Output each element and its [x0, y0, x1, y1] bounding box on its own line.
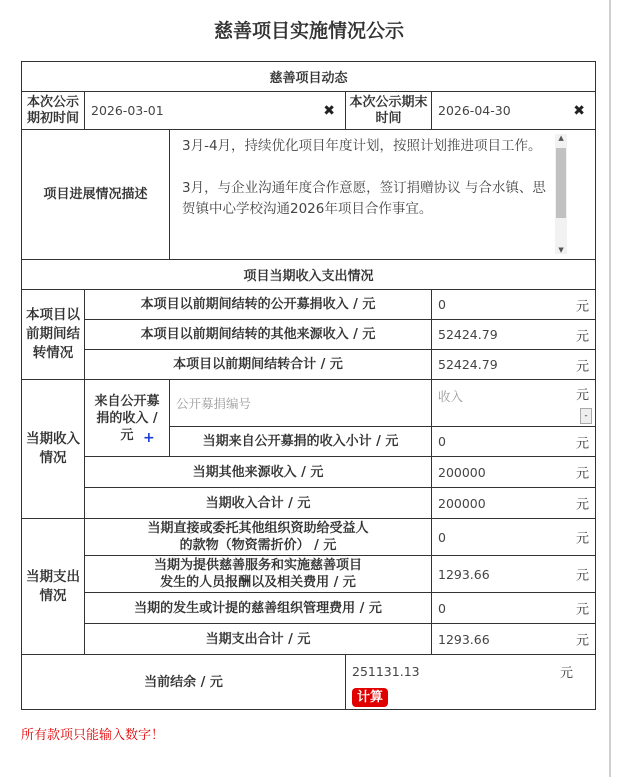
unit-label: 元 — [576, 633, 590, 649]
expense-direct-label-line2: 的款物（物资需折价） / 元 — [179, 538, 337, 553]
carryover-other-value: 52424.79 — [438, 327, 498, 342]
carryover-other-label: 本项目以前期间结转的其他来源收入 / 元 — [85, 320, 432, 350]
expense-total-value: 1293.66 — [438, 631, 490, 647]
unit-label: 元 — [560, 666, 574, 681]
expense-service-label-line2: 发生的人员报酬以及相关费用 / 元 — [160, 575, 356, 590]
clear-end-date-icon[interactable]: ✖ — [573, 102, 586, 119]
public-income-sub-label — [85, 380, 170, 457]
progress-label: 项目进展情况描述 — [22, 130, 170, 260]
carryover-other-field[interactable] — [432, 320, 596, 350]
income-total-field[interactable] — [432, 488, 596, 519]
disclosure-table — [21, 61, 596, 710]
unit-label: 元 — [576, 531, 590, 547]
expense-service-value: 1293.66 — [438, 566, 490, 582]
period-end-value: 2026-04-30 — [438, 103, 511, 118]
numeric-only-note: 所有款项只能输入数字！ — [21, 728, 165, 743]
public-income-subtotal-label: 当期来自公开募捐的收入小计 / 元 — [170, 427, 432, 457]
section-finance-header: 项目当期收入支出情况 — [22, 260, 596, 290]
public-income-amount-input[interactable] — [432, 380, 596, 427]
progress-textarea[interactable] — [170, 130, 596, 260]
other-income-field[interactable] — [432, 457, 596, 488]
period-start-field[interactable] — [85, 92, 346, 130]
section-dynamics-header: 慈善项目动态 — [22, 62, 596, 92]
expense-direct-label — [85, 519, 432, 556]
public-income-subtotal-value: 0 — [438, 434, 446, 449]
public-income-amount-placeholder: 收入 — [438, 389, 464, 404]
period-start-value: 2026-03-01 — [91, 103, 164, 118]
other-income-value: 200000 — [438, 464, 486, 480]
scroll-down-arrow-icon[interactable]: ▼ — [558, 246, 564, 254]
unit-label: 元 — [576, 568, 590, 584]
public-income-subtotal-field[interactable] — [432, 427, 596, 457]
balance-label: 当前结余 / 元 — [22, 655, 346, 710]
page-right-border — [609, 0, 611, 777]
expense-total-label: 当期支出合计 / 元 — [85, 624, 432, 655]
remove-row-icon[interactable]: - — [580, 408, 592, 424]
unit-label: 元 — [576, 329, 590, 344]
scroll-up-arrow-icon[interactable]: ▲ — [558, 134, 564, 142]
carryover-total-field[interactable] — [432, 350, 596, 380]
expense-total-field[interactable] — [432, 624, 596, 655]
scrollbar-thumb[interactable] — [556, 148, 566, 218]
expense-direct-label-line1: 当期直接或委托其他组织资助给受益人 — [147, 521, 369, 536]
progress-text — [182, 136, 557, 259]
expense-mgmt-field[interactable] — [432, 593, 596, 624]
other-income-label: 当期其他来源收入 / 元 — [85, 457, 432, 488]
carryover-group-label: 本项目以前期间结转情况 — [22, 290, 85, 380]
carryover-public-value: 0 — [438, 297, 446, 312]
expense-service-label — [85, 556, 432, 593]
expense-group-label: 当期支出情况 — [22, 519, 85, 655]
carryover-total-value: 52424.79 — [438, 357, 498, 372]
unit-label: 元 — [576, 388, 590, 403]
income-total-value: 200000 — [438, 495, 486, 511]
unit-label: 元 — [576, 466, 590, 482]
expense-direct-field[interactable] — [432, 519, 596, 556]
progress-scrollbar[interactable] — [555, 134, 567, 254]
public-income-sub-label-text: 来自公开募捐的收入 / 元 — [94, 393, 160, 443]
progress-paragraph-2: 3月，与企业沟通年度合作意愿，签订捐赠协议 与合水镇、思贺镇中心学校沟通2026年项目合作事宜。 — [182, 180, 546, 217]
public-donation-id-placeholder: 公开募捐编号 — [176, 396, 252, 411]
carryover-public-label: 本项目以前期间结转的公开募捐收入 / 元 — [85, 290, 432, 320]
progress-paragraph-1: 3月-4月，持续优化项目年度计划，按照计划推进项目工作。 — [182, 138, 542, 154]
expense-mgmt-value: 0 — [438, 600, 446, 616]
page-title: 慈善项目实施情况公示 — [213, 20, 404, 42]
income-total-label: 当期收入合计 / 元 — [85, 488, 432, 519]
expense-mgmt-label: 当期的发生或计提的慈善组织管理费用 / 元 — [85, 593, 432, 624]
expense-direct-value: 0 — [438, 529, 446, 545]
unit-label: 元 — [576, 497, 590, 513]
expense-service-field[interactable] — [432, 556, 596, 593]
calculate-button[interactable]: 计算 — [352, 688, 388, 707]
unit-label: 元 — [576, 299, 590, 314]
income-group-label: 当期收入情况 — [22, 380, 85, 519]
public-donation-id-input[interactable] — [170, 380, 432, 427]
expense-service-label-line1: 当期为提供慈善服务和实施慈善项目 — [153, 558, 362, 573]
period-end-label: 本次公示期末时间 — [346, 92, 432, 130]
add-row-icon[interactable]: + — [143, 430, 155, 446]
unit-label: 元 — [576, 359, 590, 374]
period-start-label: 本次公示期初时间 — [22, 92, 85, 130]
unit-label: 元 — [576, 602, 590, 618]
clear-start-date-icon[interactable]: ✖ — [323, 102, 335, 119]
balance-value: 251131.13 — [352, 664, 420, 679]
balance-field[interactable] — [346, 655, 596, 710]
carryover-total-label: 本项目以前期间结转合计 / 元 — [85, 350, 432, 380]
carryover-public-field[interactable] — [432, 290, 596, 320]
period-end-field[interactable] — [432, 92, 596, 130]
unit-label: 元 — [576, 436, 590, 451]
